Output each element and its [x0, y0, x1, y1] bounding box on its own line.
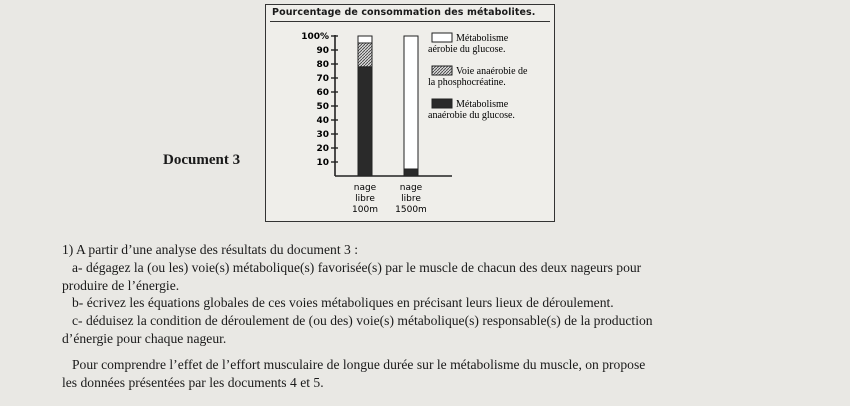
y-tick-label: 40	[316, 116, 329, 127]
questions-block	[62, 241, 782, 391]
category-label: 1500m	[395, 205, 427, 215]
chart-title: Pourcentage de consommation des métabolites.	[272, 7, 536, 18]
question-c-line1: c- déduisez la condition de déroulement de (ou des) voie(s) métabolique(s) responsable(s) de la production	[72, 313, 653, 329]
bar-segment-aerobie_glucose	[404, 36, 418, 169]
legend-label: anaérobie du glucose.	[428, 110, 515, 121]
question-b: b- écrivez les équations globales de ces voies métaboliques en précisant leurs lieux de déroulement.	[72, 295, 614, 311]
y-tick-label: 70	[316, 74, 329, 85]
category-label: libre	[401, 194, 421, 204]
bar-chart	[266, 5, 553, 220]
y-tick-label: 10	[316, 158, 329, 169]
bar-segment-aerobie_glucose	[358, 36, 372, 43]
question-a-line2: produire de l’énergie.	[62, 277, 180, 293]
legend-swatch-anaerobie_glucose	[432, 99, 452, 108]
paragraph-line1: Pour comprendre l’effet de l’effort musculaire de longue durée sur le métabolisme du muscle, on propose	[72, 356, 646, 372]
y-tick-label: 100%	[301, 32, 329, 43]
legend-label: Voie anaérobie de	[456, 66, 528, 77]
y-tick-label: 30	[316, 130, 329, 141]
question-1: 1) A partir d’une analyse des résultats du document 3 :	[62, 242, 358, 257]
category-label: libre	[355, 194, 375, 204]
question-a-line1: a- dégagez la (ou les) voie(s) métabolique(s) favorisée(s) par le muscle de chacun des deux nageurs pour	[72, 259, 642, 275]
legend-label: la phosphocréatine.	[428, 77, 506, 88]
y-tick-label: 20	[316, 144, 329, 155]
bar-segment-phosphocreatine	[358, 43, 372, 67]
category-label: 100m	[352, 205, 378, 215]
legend-label: Métabolisme	[456, 33, 509, 44]
y-tick-label: 90	[316, 46, 329, 57]
legend-swatch-aerobie_glucose	[432, 33, 452, 42]
legend-swatch-phosphocreatine	[432, 66, 452, 75]
y-tick-label: 80	[316, 60, 329, 71]
category-label: nage	[399, 183, 423, 193]
document-label: Document 3	[163, 152, 241, 168]
paragraph-line2: les données présentées par les documents 4 et 5.	[62, 374, 324, 390]
y-tick-label: 60	[316, 88, 329, 99]
y-tick-label: 50	[316, 102, 329, 113]
chart-frame	[265, 4, 555, 222]
question-c-line2: d’énergie pour chaque nageur.	[62, 330, 227, 346]
category-label: nage	[353, 183, 377, 193]
bar-segment-anaerobie_glucose	[404, 169, 418, 176]
legend-label: aérobie du glucose.	[428, 44, 506, 55]
legend-label: Métabolisme	[456, 99, 509, 110]
bar-segment-anaerobie_glucose	[358, 67, 372, 176]
